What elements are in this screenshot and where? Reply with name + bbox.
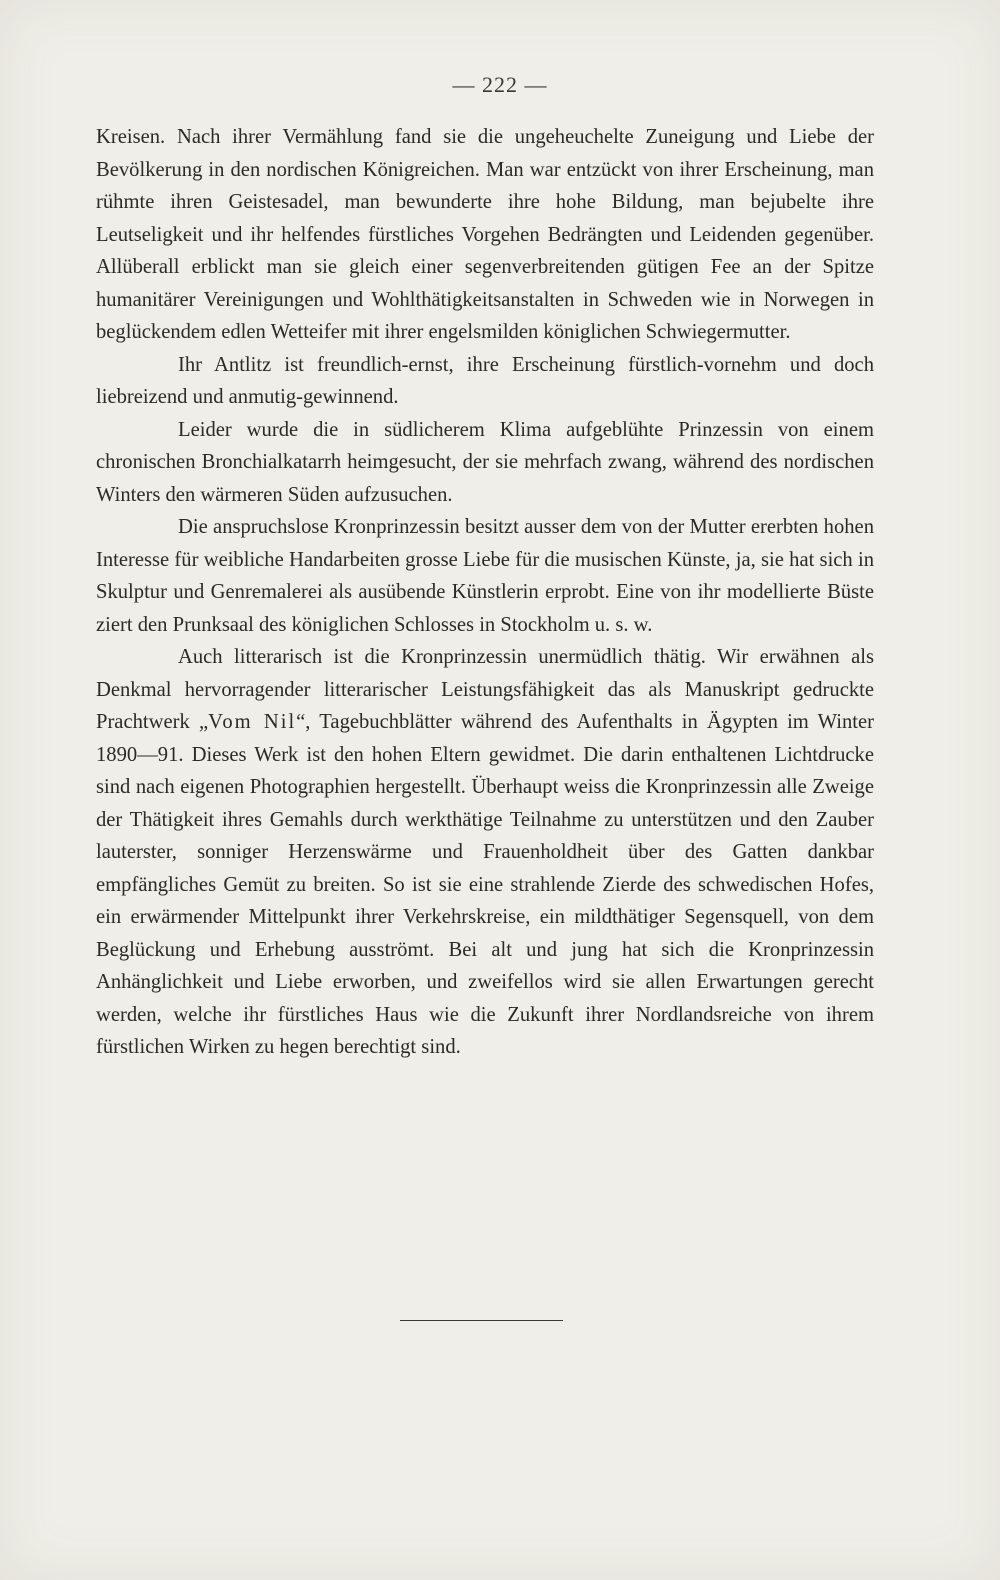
- paragraph-5-text-after-title: “, Tagebuchblätter während des Aufenthalts in Ägypten im Winter 1890—91. Dieses Werk ist den hohen Eltern gewidmet. Die darin enthaltenen Lichtdrucke sind nach eigenen Photographien hergestellt. Überhaupt weiss die Kronprinzessin alle Zweige der Thätigkeit ihres Gemahls durch werkthätige Teilnahme zu unterstützen und den Zauber lauterster, sonniger Herzenswärme und Frauenholdheit über des Gatten dankbar empfängliches Gemüt zu breiten. So ist sie eine strahlende Zierde des schwedischen Hofes, ein erwärmender Mittelpunkt ihrer Verkehrskreise, ein mildthätiger Segensquell, von dem Beglückung und Erhebung ausströmt. Bei alt und jung hat sich die Kronprinzessin Anhänglichkeit und Liebe erworben, und zweifellos wird sie allen Erwartungen gerecht werden, welche ihr fürstliches Haus wie die Zukunft ihrer Nordlandsreiche von ihrem fürstlichen Wirken zu hegen berechtigt sind.: [96, 711, 874, 1058]
- page-number: — 222 —: [452, 72, 548, 97]
- paragraph-1: Kreisen. Nach ihrer Vermählung fand sie die ungeheuchelte Zuneigung und Liebe der Bevölkerung in den nordischen Königreichen. Man war entzückt von ihrer Erscheinung, man rühmte ihren Geistesadel, man bewunderte ihre hohe Bildung, man bejubelte ihre Leutseligkeit und ihr helfendes fürstliches Vorgehen Bedrängten und Leidenden gegenüber. Allüberall erblickt man sie gleich einer segenverbreitenden gütigen Fee an der Spitze humanitärer Vereinigungen und Wohlthätigkeitsanstalten in Schweden wie in Norwegen in beglückendem edlen Wetteifer mit ihrer engelsmilden königlichen Schwiegermutter.: [96, 126, 874, 343]
- paragraph-3: Leider wurde die in südlicherem Klima aufgeblühte Prinzessin von einem chronischen Bronchialkatarrh heimgesucht, der sie mehrfach zwang, während des nordischen Winters den wärmeren Süden aufzusuchen.: [96, 418, 874, 506]
- book-title-vom-nil: Vom Nil: [208, 711, 297, 733]
- text-body: [96, 121, 874, 1064]
- paragraph-5-text-before-title: Auch litterarisch ist die Kronprinzessin unermüdlich thätig. Wir erwähnen als Denkmal hervorragender litterarischer Leistungsfähigkeit das als Manuskript gedruckte Prachtwerk „: [96, 646, 874, 733]
- paragraph-2: Ihr Antlitz ist freundlich-ernst, ihre Erscheinung fürstlich-vornehm und doch liebreizend und anmutig-gewinnend.: [96, 353, 874, 408]
- paragraph-4: Die anspruchslose Kronprinzessin besitzt ausser dem von der Mutter ererbten hohen Interesse für weibliche Handarbeiten grosse Liebe für die musischen Künste, ja, sie hat sich in Skulptur und Genremalerei als ausübende Künstlerin erprobt. Eine von ihr modellierte Büste ziert den Prunksaal des königlichen Schlosses in Stockholm u. s. w.: [96, 516, 874, 636]
- closing-rule: [400, 1320, 563, 1321]
- paragraph-5: [96, 641, 874, 1064]
